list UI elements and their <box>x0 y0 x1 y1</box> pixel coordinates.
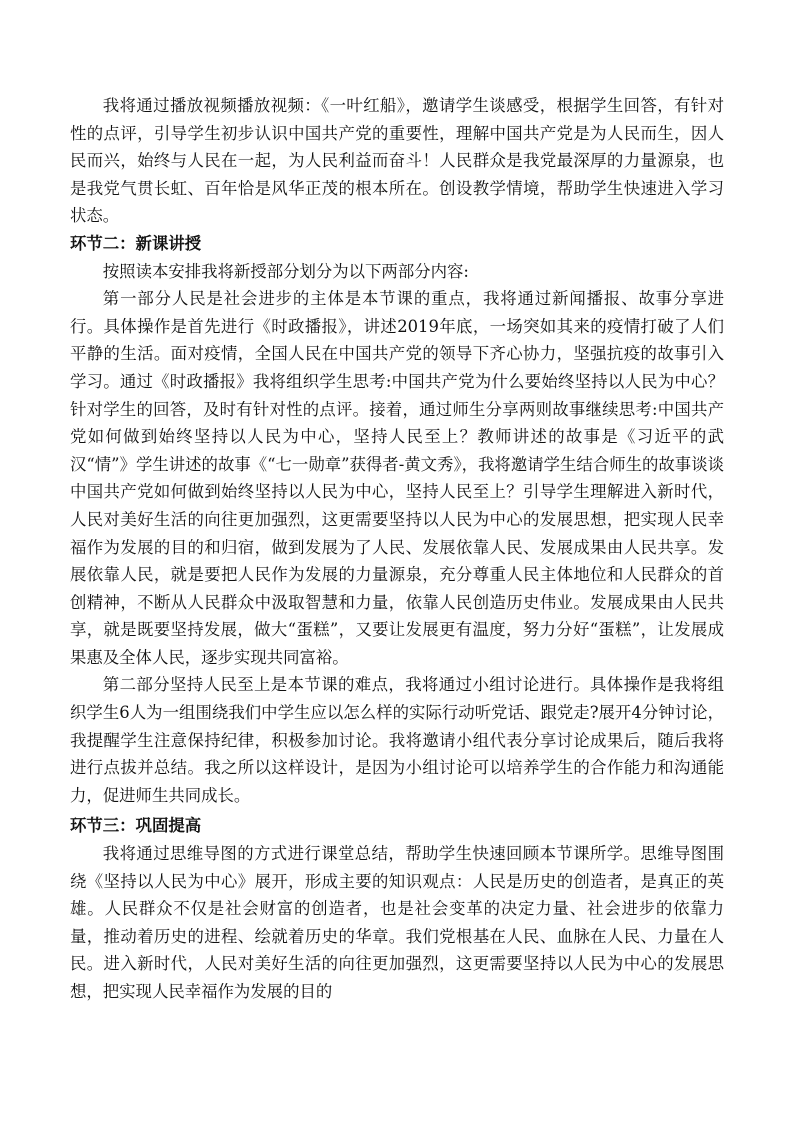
body-paragraph: 我将通过思维导图的方式进行课堂总结，帮助学生快速回顾本节课所学。思维导图围绕《坚持以人民为中心》展开，形成主要的知识观点：人民是历史的创造者，是真正的英雄。人民群众不仅是社会财富的创造者，也是社会变革的决定力量、社会进步的依靠力量，推动着历史的进程、绘就着历史的华章。我们党根基在人民、血脉在人民、力量在人民。进入新时代，人民对美好生活的向往更加强烈，这更需要坚持以人民为中心的发展思想，把实现人民幸福作为发展的目的 <box>70 844 724 1001</box>
intro-paragraph: 我将通过播放视频播放视频：《一叶红船》，邀请学生谈感受，根据学生回答，有针对性的点评，引导学生初步认识中国共产党的重要性，理解中国共产党是为人民而生，因人民而兴，始终与人民在一起，为人民利益而奋斗！人民群众是我党最深厚的力量源泉，也是我党气贯长虹、百年恰是风华正茂的根本所在。创设教学情境，帮助学生快速进入学习状态。 <box>70 96 724 226</box>
document-body <box>70 92 724 1006</box>
body-paragraph: 按照读本安排我将新授部分划分为以下两部分内容: <box>102 261 469 281</box>
section-heading-new-lesson: 环节二：新课讲授 <box>70 233 202 253</box>
body-paragraph: 第二部分坚持人民至上是本节课的难点，我将通过小组讨论进行。具体操作是我将组织学生6人为一组围绕我们中学生应以怎么样的实际行动听党话、跟党走?展开4分钟讨论，我提醒学生注意保持纪律，积极参加讨论。我将邀请小组代表分享讨论成果后，随后我将进行点拔并总结。我之所以这样设计，是因为小组讨论可以培养学生的合作能力和沟通能力，促进师生共同成长。 <box>70 675 724 805</box>
section-heading-consolidation: 环节三：巩固提高 <box>70 816 202 836</box>
body-paragraph: 第一部分人民是社会进步的主体是本节课的重点，我将通过新闻播报、故事分享进行。具体操作是首先进行《时政播报》，讲述2019年底，一场突如其来的疫情打破了人们平静的生活。面对疫情，全国人民在中国共产党的领导下齐心协力，坚强抗疫的故事引入学习。通过《时政播报》我将组织学生思考:中国共产党为什么要始终坚持以人民为中心？针对学生的回答，及时有针对性的点评。接着，通过师生分享两则故事继续思考:中国共产党如何做到始终坚持以人民为中心，坚持人民至上？教师讲述的故事是《习近平的武汉“情”》学生讲述的故事《“七一勋章”获得者-黄文秀》，我将邀请学生结合师生的故事谈谈中国共产党如何做到始终坚持以人民为中心，坚持人民至上？引导学生理解进入新时代，人民对美好生活的向往更加强烈，这更需要坚持以人民为中心的发展思想，把实现人民幸福作为发展的目的和归宿，做到发展为了人民、发展依靠人民、发展成果由人民共享。发展依靠人民，就是要把人民作为发展的力量源泉，充分尊重人民主体地位和人民群众的首创精神，不断从人民群众中汲取智慧和力量，依靠人民创造历史伟业。发展成果由人民共享，就是既要坚持发展，做大“蛋糕”，又要让发展更有温度，努力分好“蛋糕”，让发展成果惠及全体人民，逐步实现共同富裕。 <box>70 289 724 667</box>
